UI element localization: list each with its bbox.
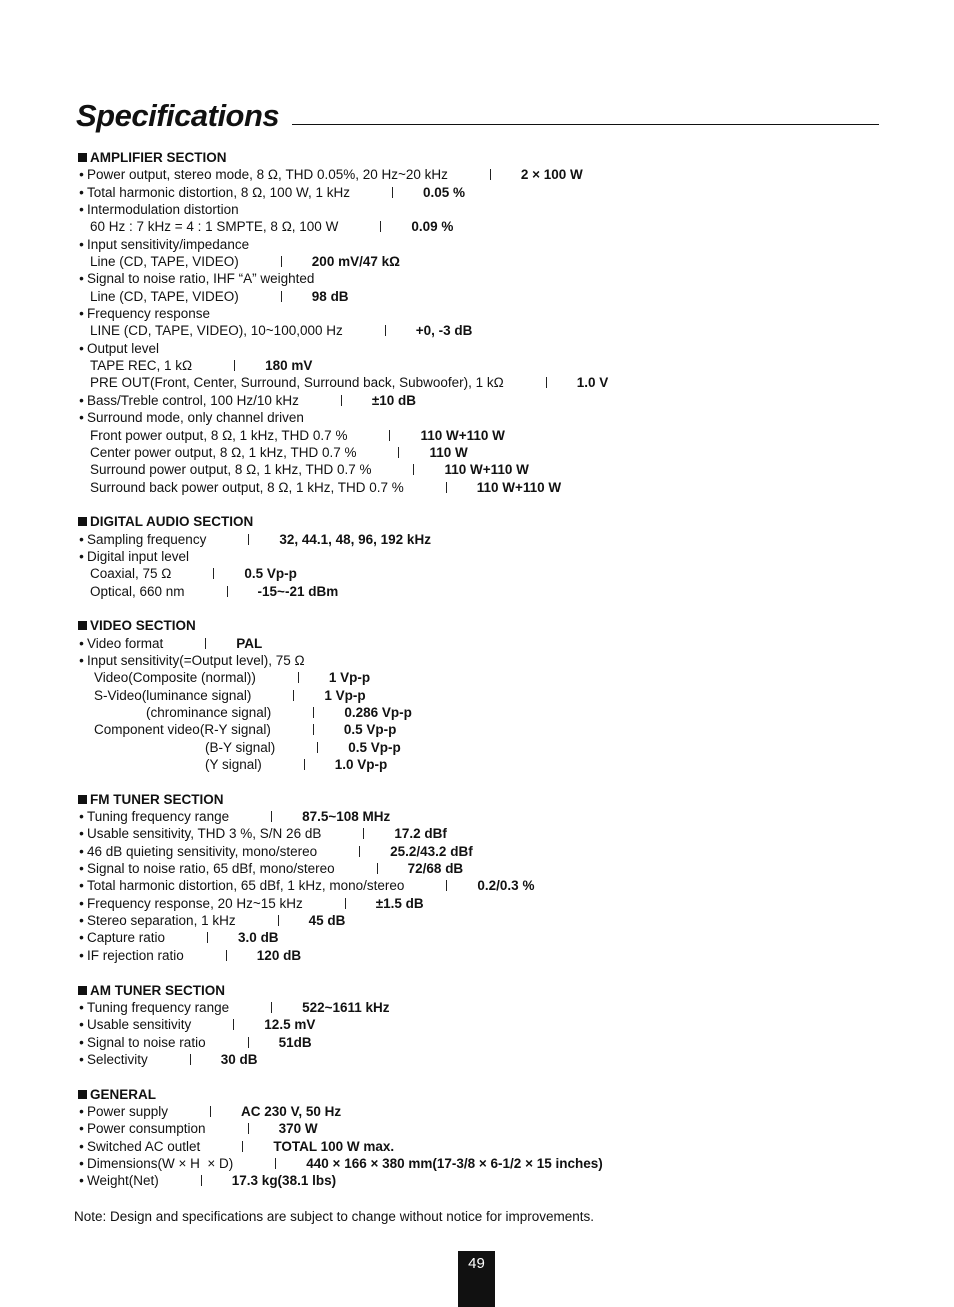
separator bbox=[380, 221, 381, 232]
title-rule bbox=[292, 124, 879, 125]
separator bbox=[278, 915, 279, 926]
separator bbox=[201, 1175, 202, 1186]
spacer bbox=[76, 773, 896, 790]
separator bbox=[304, 759, 305, 770]
spec-row: • Selectivity 30 dB bbox=[76, 1051, 896, 1068]
spec-row: • Power consumption 370 W bbox=[76, 1120, 896, 1137]
spec-row: Line (CD, TAPE, VIDEO) 200 mV/47 kΩ bbox=[90, 254, 400, 270]
spec-row: • Sampling frequency 32, 44.1, 48, 96, 192 kHz bbox=[76, 531, 896, 548]
separator bbox=[205, 638, 206, 649]
section-heading-general: GENERAL bbox=[76, 1086, 896, 1103]
separator bbox=[213, 568, 214, 579]
separator bbox=[317, 742, 318, 753]
bullet-icon: • bbox=[79, 184, 84, 200]
title-block bbox=[76, 96, 879, 136]
separator bbox=[359, 846, 360, 857]
bullet-icon: • bbox=[79, 531, 84, 547]
separator bbox=[392, 187, 393, 198]
spec-row: Component video(R-Y signal) 0.5 Vp-p bbox=[94, 722, 397, 738]
separator bbox=[271, 811, 272, 822]
separator bbox=[345, 898, 346, 909]
separator bbox=[281, 256, 282, 267]
bullet-icon: • bbox=[79, 1034, 84, 1050]
spec-row: • IF rejection ratio 120 dB bbox=[76, 947, 896, 964]
spec-row: S-Video(luminance signal) 1 Vp-p bbox=[94, 687, 366, 703]
bullet-icon: • bbox=[79, 1051, 84, 1067]
bullet-icon: • bbox=[79, 843, 84, 859]
square-bullet-icon bbox=[78, 986, 87, 995]
bullet-icon: • bbox=[79, 913, 84, 929]
bullet-icon: • bbox=[79, 306, 84, 322]
bullet-icon: • bbox=[79, 392, 84, 408]
bullet-icon: • bbox=[79, 826, 84, 842]
bullet-icon: • bbox=[79, 809, 84, 825]
bullet-icon: • bbox=[79, 410, 84, 426]
page-number: 49 bbox=[468, 1255, 485, 1272]
spec-row: (B-Y signal) 0.5 Vp-p bbox=[205, 739, 401, 755]
spec-row: • Dimensions(W × H × D) 440 × 166 × 380 mm(17-3/8 × 6-1/2 × 15 inches) bbox=[76, 1155, 896, 1172]
separator bbox=[293, 690, 294, 701]
page-title: Specifications bbox=[76, 96, 283, 136]
separator bbox=[210, 1106, 211, 1117]
spacer bbox=[76, 964, 896, 981]
separator bbox=[271, 1002, 272, 1013]
spec-row: • Signal to noise ratio, IHF “A” weighted bbox=[76, 270, 896, 287]
spec-row: (Y signal) 1.0 Vp-p bbox=[205, 757, 388, 773]
bullet-icon: • bbox=[79, 1017, 84, 1033]
spec-row: TAPE REC, 1 kΩ 180 mV bbox=[90, 358, 313, 374]
spec-row: • Output level bbox=[76, 340, 896, 357]
separator bbox=[190, 1054, 191, 1065]
spec-row: • Power output, stereo mode, 8 Ω, THD 0.05%, 20 Hz~20 kHz 2 × 100 W bbox=[76, 166, 896, 183]
spec-row: • Weight(Net) 17.3 kg(38.1 lbs) bbox=[76, 1172, 896, 1189]
separator bbox=[398, 447, 399, 458]
bullet-icon: • bbox=[79, 635, 84, 651]
separator bbox=[298, 672, 299, 683]
spec-row: • Frequency response, 20 Hz~15 kHz ±1.5 dB bbox=[76, 895, 896, 912]
spec-row: • 46 dB quieting sensitivity, mono/stereo 25.2/43.2 dBf bbox=[76, 843, 896, 860]
separator bbox=[446, 880, 447, 891]
bullet-icon: • bbox=[79, 1121, 84, 1137]
bullet-icon: • bbox=[79, 167, 84, 183]
separator bbox=[248, 1123, 249, 1134]
separator bbox=[281, 291, 282, 302]
spec-row: • Tuning frequency range 87.5~108 MHz bbox=[76, 808, 896, 825]
bullet-icon: • bbox=[79, 1155, 84, 1171]
spec-row: • Video format PAL bbox=[76, 635, 896, 652]
spec-row: Coaxial, 75 Ω 0.5 Vp-p bbox=[90, 566, 297, 582]
spec-row: • Usable sensitivity, THD 3 %, S/N 26 dB 17.2 dBf bbox=[76, 825, 896, 842]
separator bbox=[377, 863, 378, 874]
spec-row: • Bass/Treble control, 100 Hz/10 kHz ±10 dB bbox=[76, 392, 896, 409]
spec-row: • Frequency response bbox=[76, 305, 896, 322]
spec-row: Surround back power output, 8 Ω, 1 kHz, THD 0.7 % 110 W+110 W bbox=[90, 479, 562, 495]
separator bbox=[275, 1158, 276, 1169]
spec-row: • Input sensitivity/impedance bbox=[76, 236, 896, 253]
spec-row: • Total harmonic distortion, 65 dBf, 1 kHz, mono/stereo 0.2/0.3 % bbox=[76, 877, 896, 894]
bullet-icon: • bbox=[79, 652, 84, 668]
spec-row: • Surround mode, only channel driven bbox=[76, 409, 896, 426]
square-bullet-icon bbox=[78, 517, 87, 526]
bullet-icon: • bbox=[79, 999, 84, 1015]
spec-row: • Digital input level bbox=[76, 548, 896, 565]
separator bbox=[226, 950, 227, 961]
spacer bbox=[76, 600, 896, 617]
spec-row: Video(Composite (normal)) 1 Vp-p bbox=[94, 670, 371, 686]
section-heading-fm: FM TUNER SECTION bbox=[76, 791, 896, 808]
spec-row: • Input sensitivity(=Output level), 75 Ω bbox=[76, 652, 896, 669]
spec-row: Front power output, 8 Ω, 1 kHz, THD 0.7 % 110 W+110 W bbox=[90, 427, 505, 443]
footnote: Note: Design and specifications are subject to change without notice for improvements. bbox=[74, 1209, 595, 1224]
spec-row: PRE OUT(Front, Center, Surround, Surround back, Subwoofer), 1 kΩ 1.0 V bbox=[90, 375, 609, 391]
spec-row: Line (CD, TAPE, VIDEO) 98 dB bbox=[90, 288, 349, 304]
page-number-tab bbox=[458, 1251, 495, 1307]
section-heading-video: VIDEO SECTION bbox=[76, 617, 896, 634]
separator bbox=[242, 1141, 243, 1152]
separator bbox=[313, 724, 314, 735]
spec-row: • Capture ratio 3.0 dB bbox=[76, 929, 896, 946]
bullet-icon: • bbox=[79, 271, 84, 287]
spec-row: • Signal to noise ratio 51dB bbox=[76, 1034, 896, 1051]
separator bbox=[389, 430, 390, 441]
separator bbox=[413, 464, 414, 475]
bullet-icon: • bbox=[79, 861, 84, 877]
bullet-icon: • bbox=[79, 930, 84, 946]
bullet-icon: • bbox=[79, 340, 84, 356]
spec-row: Optical, 660 nm -15~-21 dBm bbox=[90, 583, 339, 599]
spacer bbox=[76, 1068, 896, 1085]
spec-row: • Signal to noise ratio, 65 dBf, mono/stereo 72/68 dB bbox=[76, 860, 896, 877]
separator bbox=[207, 932, 208, 943]
spec-row: • Total harmonic distortion, 8 Ω, 100 W, 1 kHz 0.05 % bbox=[76, 184, 896, 201]
bullet-icon: • bbox=[79, 202, 84, 218]
separator bbox=[385, 325, 386, 336]
separator bbox=[446, 482, 447, 493]
spec-row: (chrominance signal) 0.286 Vp-p bbox=[146, 705, 412, 720]
spec-row: • Switched AC outlet TOTAL 100 W max. bbox=[76, 1138, 896, 1155]
spec-list bbox=[76, 149, 896, 1190]
bullet-icon: • bbox=[79, 548, 84, 564]
bullet-icon: • bbox=[79, 895, 84, 911]
spec-row: LINE (CD, TAPE, VIDEO), 10~100,000 Hz +0, -3 dB bbox=[90, 323, 473, 339]
spec-row: 60 Hz : 7 kHz = 4 : 1 SMPTE, 8 Ω, 100 W 0.09 % bbox=[90, 219, 454, 235]
bullet-icon: • bbox=[79, 236, 84, 252]
separator bbox=[313, 707, 314, 718]
section-heading-amplifier: AMPLIFIER SECTION bbox=[76, 149, 896, 166]
spec-row: Surround power output, 8 Ω, 1 kHz, THD 0.7 % 110 W+110 W bbox=[90, 462, 529, 478]
spec-row: • Usable sensitivity 12.5 mV bbox=[76, 1016, 896, 1033]
spec-row: • Stereo separation, 1 kHz 45 dB bbox=[76, 912, 896, 929]
spec-row: • Power supply AC 230 V, 50 Hz bbox=[76, 1103, 896, 1120]
separator bbox=[234, 360, 235, 371]
spacer bbox=[76, 496, 896, 513]
bullet-icon: • bbox=[79, 1173, 84, 1189]
separator bbox=[363, 828, 364, 839]
separator bbox=[233, 1019, 234, 1030]
square-bullet-icon bbox=[78, 795, 87, 804]
section-heading-digital: DIGITAL AUDIO SECTION bbox=[76, 513, 896, 530]
bullet-icon: • bbox=[79, 878, 84, 894]
separator bbox=[490, 169, 491, 180]
separator bbox=[341, 395, 342, 406]
spec-row: • Tuning frequency range 522~1611 kHz bbox=[76, 999, 896, 1016]
bullet-icon: • bbox=[79, 1103, 84, 1119]
section-heading-am: AM TUNER SECTION bbox=[76, 982, 896, 999]
spec-row: • Intermodulation distortion bbox=[76, 201, 896, 218]
separator bbox=[546, 377, 547, 388]
bullet-icon: • bbox=[79, 1138, 84, 1154]
square-bullet-icon bbox=[78, 621, 87, 630]
spec-row: Center power output, 8 Ω, 1 kHz, THD 0.7 % 110 W bbox=[90, 444, 468, 460]
separator bbox=[248, 534, 249, 545]
square-bullet-icon bbox=[78, 153, 87, 162]
square-bullet-icon bbox=[78, 1090, 87, 1099]
separator bbox=[248, 1037, 249, 1048]
separator bbox=[227, 586, 228, 597]
bullet-icon: • bbox=[79, 947, 84, 963]
